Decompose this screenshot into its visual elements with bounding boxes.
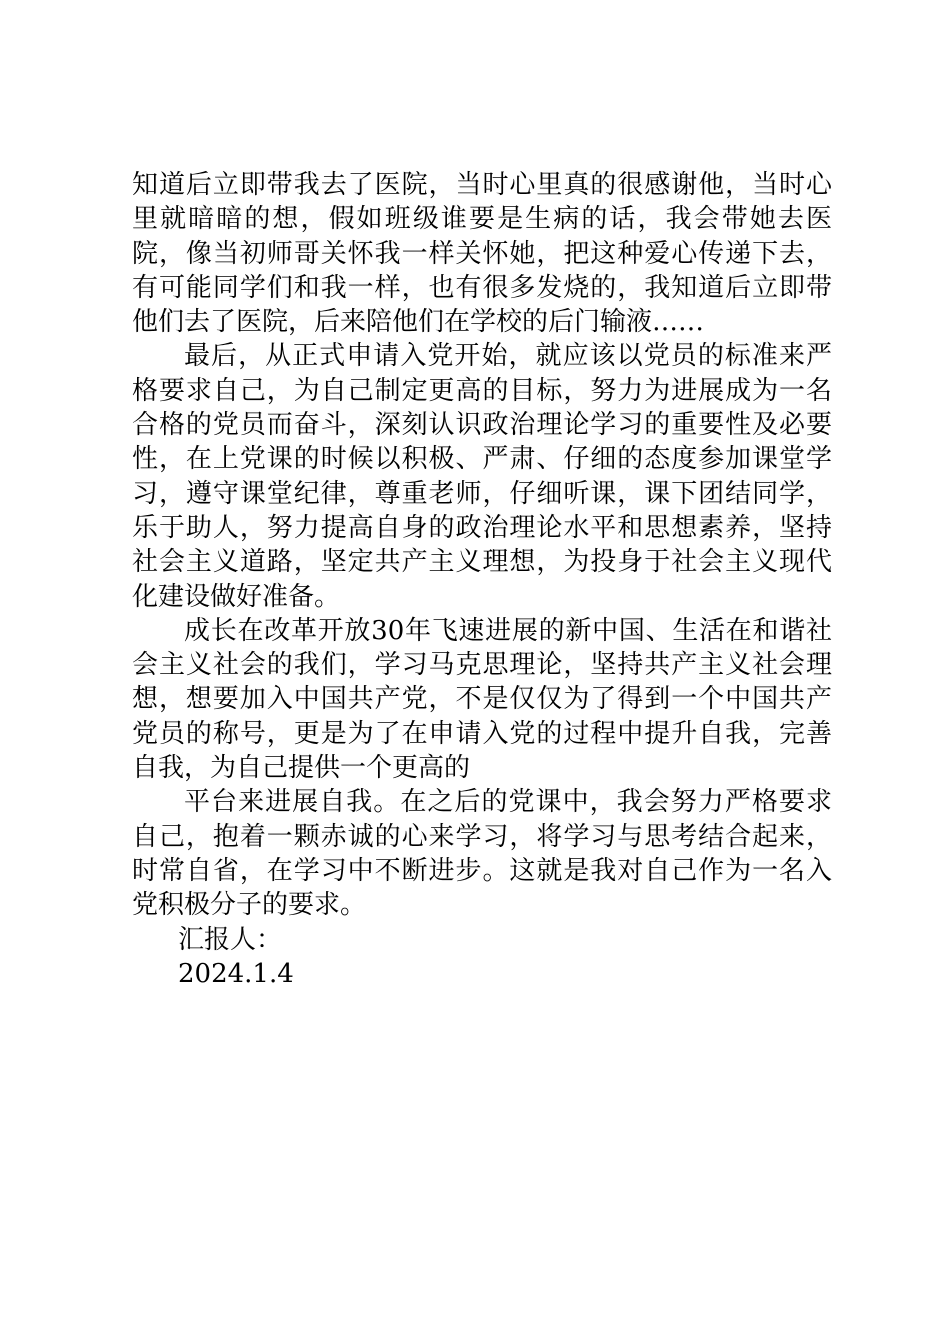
paragraph-2: 最后，从正式申请入党开始，就应该以党员的标准来严格要求自己，为自己制定更高的目标，努力为进展成为一名合格的党员而奋斗，深刻认识政治理论学习的重要性及必要性，在上党课的时候以积极、严肃、仔细的态度参加课堂学习，遵守课堂纪律，尊重老师，仔细听课，课下团结同学，乐于助人，努力提高自身的政治理论水平和思想素养，坚持社会主义道路，坚定共产主义理想，为投身于社会主义现代化建设做好准备。 — [132, 341, 832, 612]
paragraph-1: 知道后立即带我去了医院，当时心里真的很感谢他，当时心里就暗暗的想，假如班级谁要是生病的话，我会带她去医院，像当初师哥关怀我一样关怀她，把这种爱心传递下去，有可能同学们和我一样，也有很多发烧的，我知道后立即带他们去了医院，后来陪他们在学校的后门输液…… — [132, 170, 832, 338]
report-date: 2024.1.4 — [178, 958, 294, 989]
paragraph-4: 平台来进展自我。在之后的党课中，我会努力严格要求自己，抱着一颗赤诚的心来学习，将学习与思考结合起来，时常自省，在学习中不断进步。这就是我对自己作为一名入党积极分子的要求。 — [132, 787, 832, 921]
document-page — [132, 168, 832, 991]
paragraph-3: 成长在改革开放30年飞速进展的新中国、生活在和谐社会主义社会的我们，学习马克思理论，坚持共产主义社会理想，想要加入中国共产党，不是仅仅为了得到一个中国共产党员的称号，更是为了在申请入党的过程中提升自我，完善自我，为自己提供一个更高的 — [132, 615, 832, 784]
reporter-label: 汇报人： — [178, 924, 283, 955]
